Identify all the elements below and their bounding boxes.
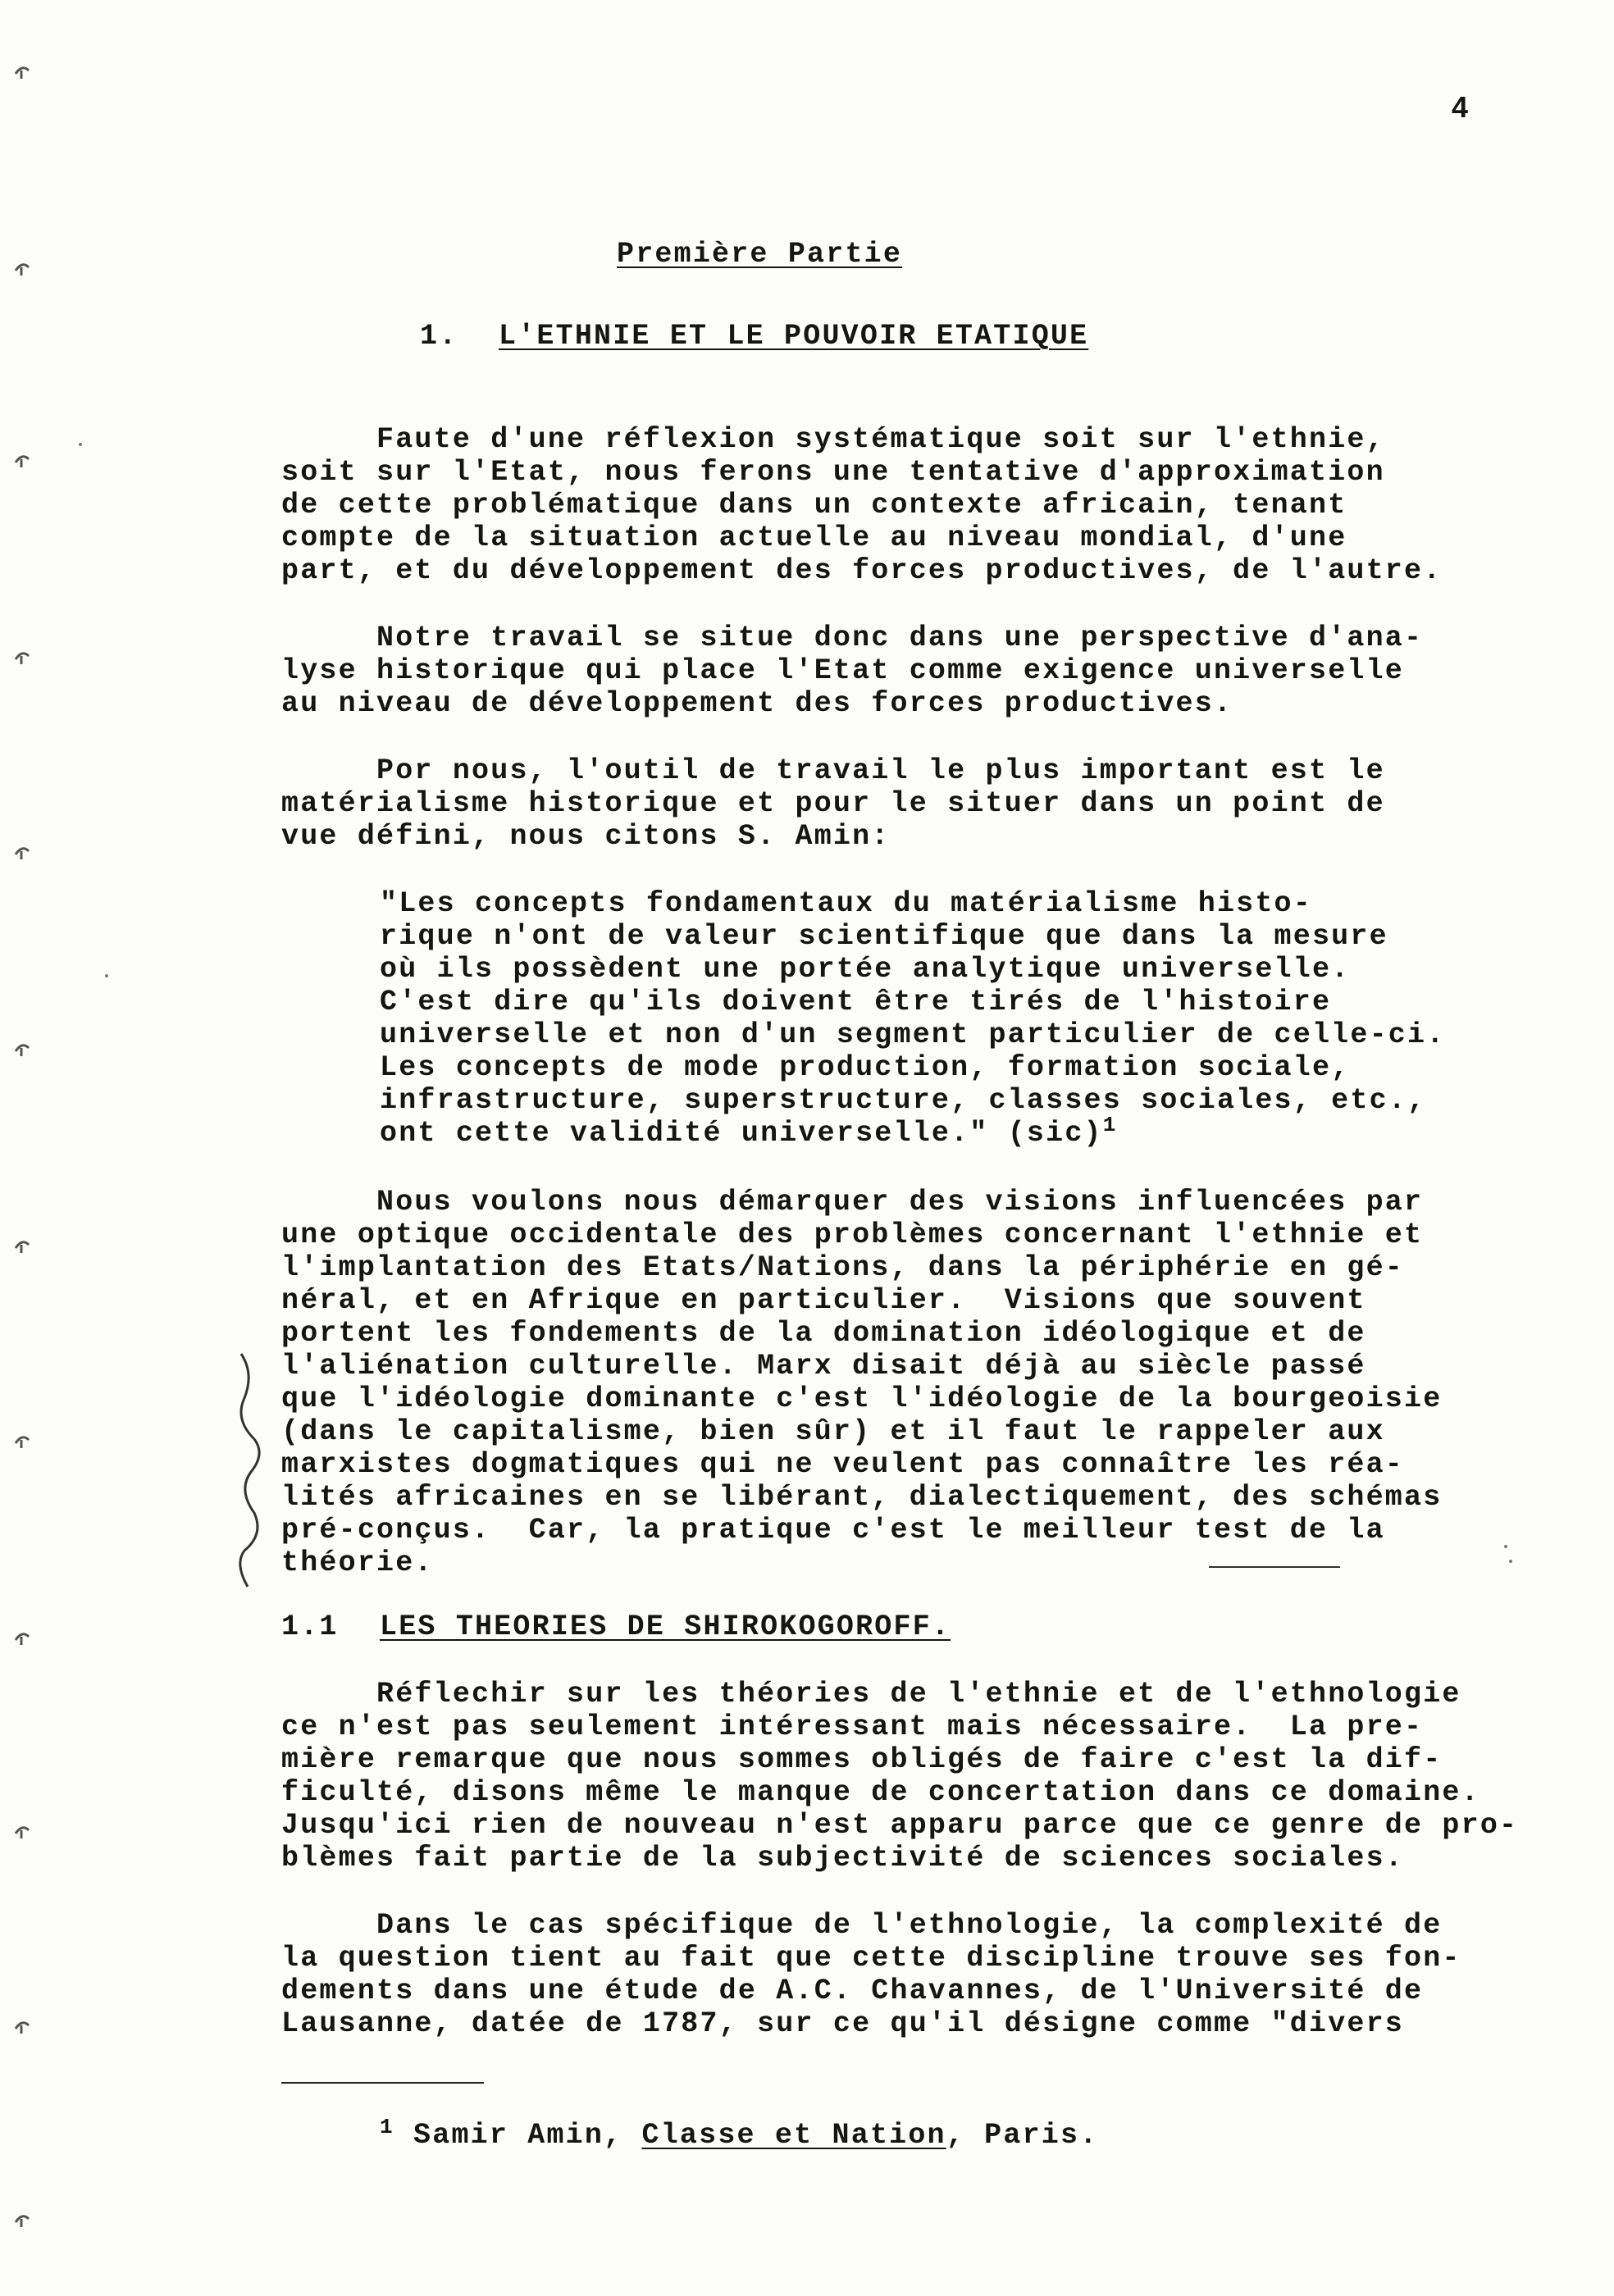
- text-line: l'implantation des Etats/Nations, dans la périphérie en gé-: [281, 1251, 1405, 1284]
- page-number: 4: [1452, 90, 1469, 124]
- footnote-separator: [281, 2082, 484, 2084]
- footnote-author: Samir Amin,: [413, 2119, 623, 2152]
- text-line: Faute d'une réflexion systématique soit sur l'ethnie,: [281, 423, 1385, 456]
- section-heading: Première Partie: [617, 238, 903, 271]
- text-line: de cette problématique dans un contexte africain, tenant: [281, 489, 1347, 522]
- quote-line: infrastructure, superstructure, classes sociales, etc.,: [380, 1084, 1427, 1117]
- text-line: Jusqu'ici rien de nouveau n'est apparu parce que ce genre de pro-: [281, 1809, 1519, 1842]
- subsection-title: LES THEORIES DE SHIROKOGOROFF.: [380, 1610, 951, 1643]
- binder-hole-icon: [13, 1432, 31, 1450]
- text-line: une optique occidentale des problèmes concernant l'ethnie et: [281, 1219, 1424, 1251]
- scan-speck: [1504, 1545, 1507, 1548]
- text-line: soit sur l'Etat, nous ferons une tentative d'approximation: [281, 456, 1385, 489]
- handwritten-bracket-mark: [226, 1349, 276, 1595]
- binder-hole-icon: [13, 1040, 31, 1058]
- text-line: lités africaines en se libérant, dialectiquement, des schémas: [281, 1481, 1443, 1514]
- text-line: Réflechir sur les théories de l'ethnie et de l'ethnologie: [281, 1678, 1461, 1711]
- text-line: Notre travail se situe donc dans une perspective d'ana-: [281, 622, 1424, 654]
- text-line: portent les fondements de la domination idéologique et de: [281, 1317, 1366, 1350]
- scan-speck: [79, 443, 82, 446]
- footnote-place: , Paris.: [946, 2119, 1099, 2152]
- binder-hole-icon: [13, 1629, 31, 1647]
- text-line: Nous voulons nous démarquer des visions influencées par: [281, 1186, 1424, 1219]
- quote-line: où ils possèdent une portée analytique universelle.: [380, 953, 1351, 986]
- footnote-space: [394, 2119, 413, 2152]
- binder-hole-icon: [13, 843, 31, 861]
- footnote-reference: 1: [1102, 1113, 1118, 1137]
- binder-hole-icon: [13, 62, 31, 80]
- quote-line: "Les concepts fondamentaux du matérialisme histo-: [380, 887, 1312, 920]
- text-line: au niveau de développement des forces productives.: [281, 687, 1233, 720]
- text-line: pré-conçus. Car, la pratique c'est le meilleur test de la: [281, 1514, 1385, 1547]
- text-line: Por nous, l'outil de travail le plus important est le: [281, 754, 1385, 787]
- chapter-number: 1.: [420, 320, 458, 353]
- binder-hole-icon: [13, 451, 31, 469]
- binder-hole-icon: [13, 1237, 31, 1255]
- text-line: l'aliénation culturelle. Marx disait déjà au siècle passé: [281, 1350, 1366, 1383]
- quote-last-text: ont cette validité universelle." (sic): [380, 1117, 1103, 1150]
- text-line: lyse historique qui place l'Etat comme exigence universelle: [281, 654, 1405, 687]
- text-line: Dans le cas spécifique de l'ethnologie, la complexité de: [281, 1909, 1443, 1942]
- quote-line: rique n'ont de valeur scientifique que dans la mesure: [380, 920, 1388, 953]
- text-line: blèmes fait partie de la subjectivité de sciences sociales.: [281, 1842, 1405, 1875]
- footnote-book-title: Classe et Nation: [641, 2119, 946, 2152]
- footnote-space: [622, 2119, 641, 2152]
- text-line: mière remarque que nous sommes obligés de faire c'est la dif-: [281, 1743, 1443, 1776]
- text-line: théorie.: [281, 1547, 434, 1579]
- text-line: part, et du développement des forces productives, de l'autre.: [281, 554, 1443, 587]
- scan-speck: [105, 974, 108, 977]
- subsection-number: 1.1: [281, 1610, 339, 1643]
- binder-hole-icon: [13, 2211, 31, 2229]
- text-line: néral, et en Afrique en particulier. Visions que souvent: [281, 1284, 1366, 1317]
- text-line: marxistes dogmatiques qui ne veulent pas connaître les réa-: [281, 1448, 1405, 1481]
- text-line: matérialisme historique et pour le situer dans un point de: [281, 787, 1385, 820]
- quote-line: C'est dire qu'ils doivent être tirés de l'histoire: [380, 986, 1332, 1018]
- text-line: Lausanne, datée de 1787, sur ce qu'il désigne comme "divers: [281, 2007, 1405, 2040]
- text-line: dements dans une étude de A.C. Chavannes, de l'Université de: [281, 1975, 1424, 2007]
- chapter-title: L'ETHNIE ET LE POUVOIR ETATIQUE: [499, 320, 1089, 353]
- text-line: que l'idéologie dominante c'est l'idéologie de la bourgeoisie: [281, 1383, 1443, 1415]
- text-line: compte de la situation actuelle au niveau mondial, d'une: [281, 522, 1347, 554]
- quote-line: [380, 1113, 1118, 1151]
- binder-hole-icon: [13, 648, 31, 666]
- text-line: (dans le capitalisme, bien sûr) et il faut le rappeler aux: [281, 1415, 1385, 1448]
- footnote-marker: 1: [380, 2115, 394, 2139]
- text-line: ce n'est pas seulement intéressant mais nécessaire. La pre-: [281, 1711, 1424, 1743]
- quote-line: Les concepts de mode production, formation sociale,: [380, 1051, 1351, 1084]
- text-line: ficulté, disons même le manque de concertation dans ce domaine.: [281, 1776, 1480, 1809]
- scan-speck: [1509, 1560, 1512, 1563]
- binder-hole-icon: [13, 1822, 31, 1840]
- binder-hole-icon: [13, 2017, 31, 2035]
- text-line: la question tient au fait que cette discipline trouve ses fon-: [281, 1942, 1461, 1975]
- text-line: vue défini, nous citons S. Amin:: [281, 820, 891, 853]
- handwritten-rule: [1209, 1566, 1340, 1568]
- binder-hole-icon: [13, 259, 31, 277]
- quote-line: universelle et non d'un segment particulier de celle-ci.: [380, 1018, 1446, 1051]
- footnote: [380, 2115, 1099, 2153]
